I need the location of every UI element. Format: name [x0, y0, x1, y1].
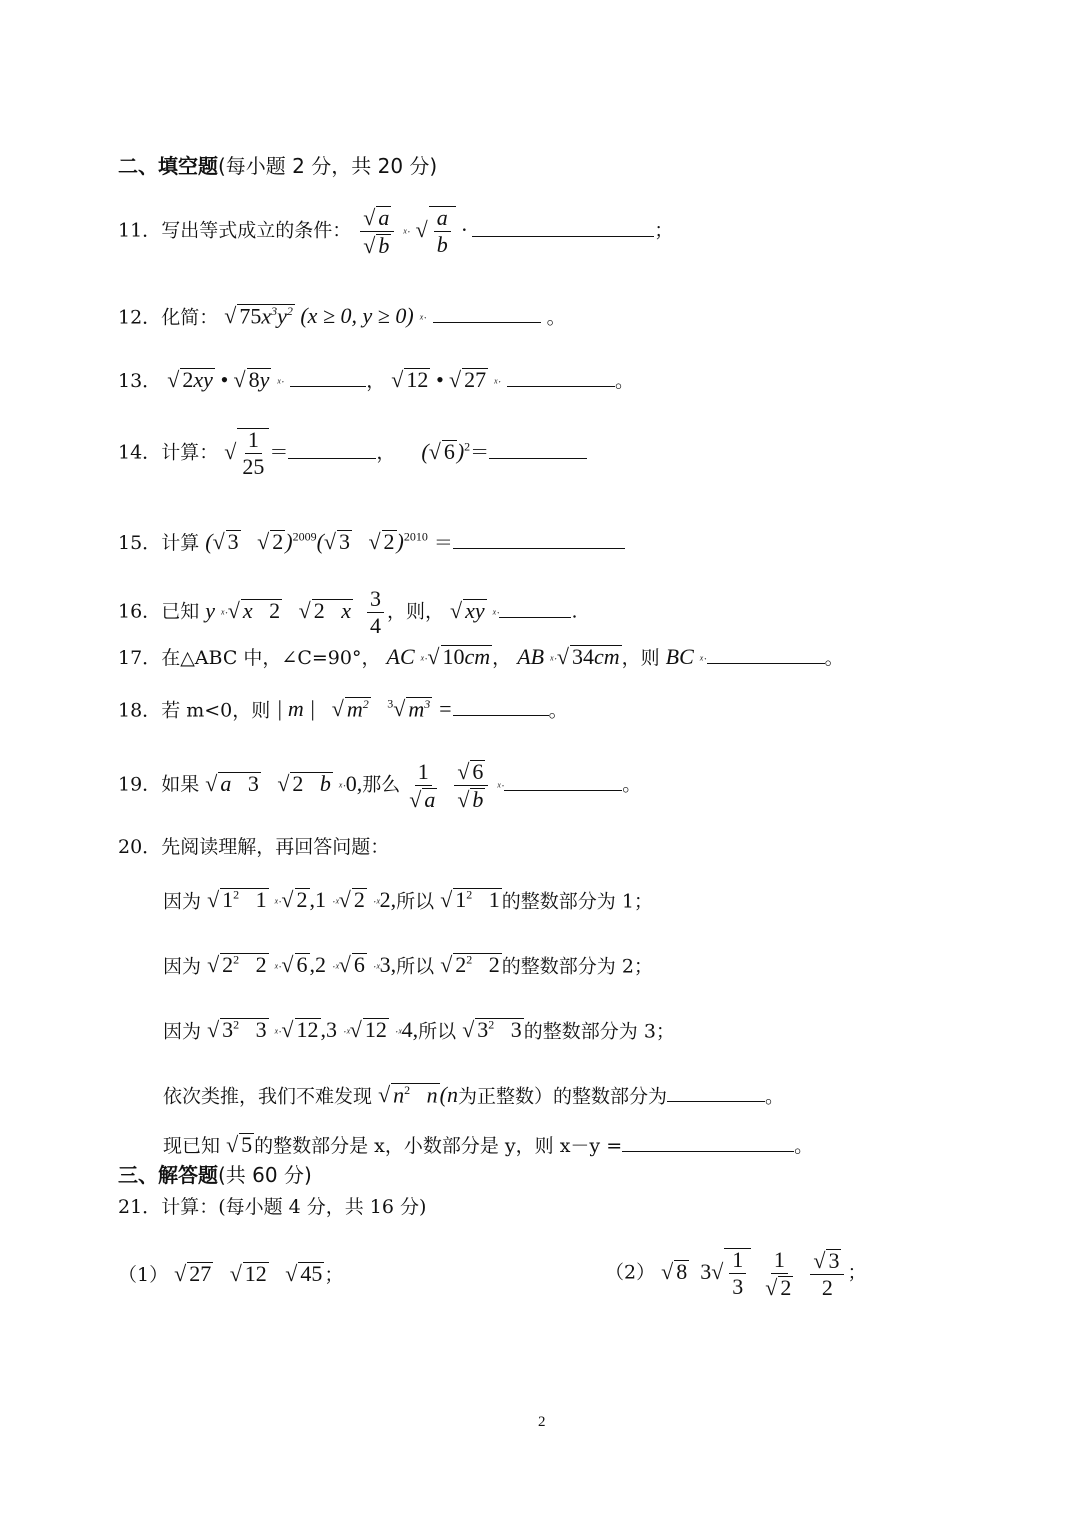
q20-line-3: 因为 √ $3^2$ 3 ˣˑ√ 12,3 ˑˣ√ 12 ˑˣ4,所以 √ $3^2$ 3 的整数部分为 3；: [163, 1017, 675, 1043]
section-3-heading: [118, 1165, 312, 1185]
q20-inference: 依次类推，我们不难发现 √ $n^2$ n(n为正整数）的整数部分为 。: [163, 1082, 784, 1108]
question-11: 11．写出等式成立的条件： $\frac{√ a}{√ b}$ ˣˑ √ $\frac{a}{b}$ · ；: [118, 205, 674, 258]
section-title: 二、填空题: [118, 154, 218, 178]
answer-blank[interactable]: [472, 218, 654, 237]
question-13: 13． √ 2xy • √ 8y ˣˑ ， √ 12 • √ 27 ˣˑ 。: [118, 367, 634, 392]
question-19: 19．如果 √ a 3 √ 2 b ˣˑ0,那么 $\frac{1}{√ a}$ $\frac{√ 6}{√ b}$ ˣˑ 。: [118, 758, 642, 812]
section-2-heading: [118, 156, 437, 176]
section-note: (共 60 分): [218, 1163, 312, 1187]
answer-blank[interactable]: [453, 530, 625, 549]
q11-formula: $\frac{√ a}{√ b}$ ˣˑ √ $\frac{a}{b}$ ·: [357, 217, 472, 242]
question-17: 17．在△ABC 中，∠C=90°， AC ˣˑ√ 10cm ， AB ˣˑ√ 34cm ，则 BC ˣˑ 。: [118, 644, 844, 669]
question-12: 12．化简： √ $75x^3y^2$ (x ≥ 0, y ≥ 0) ˣˑ 。: [118, 303, 566, 329]
q21-part-1: （1） √ 27 √ 12 √ 45 ；: [118, 1261, 344, 1286]
question-18: 18．若 m<0，则 | m | √ $m^2$ $^3$√ $m^3$ = 。: [118, 696, 568, 722]
answer-blank[interactable]: [667, 1083, 765, 1102]
section-title: 三、解答题: [118, 1163, 218, 1187]
q20-given: 现已知 √ 5 的整数部分是 x，小数部分是 y，则 x－y = 。: [163, 1132, 814, 1157]
question-20: 20．先阅读理解，再回答问题：: [118, 836, 390, 858]
answer-blank[interactable]: [433, 304, 541, 323]
answer-blank[interactable]: [453, 697, 549, 716]
answer-blank[interactable]: [290, 368, 366, 387]
question-16: 16．已知 y ˣˑ√ x 2 √ 2 x $\frac{3}{4}$ ，则， √ xy ˣˑ .: [118, 586, 578, 638]
answer-blank[interactable]: [707, 645, 825, 664]
question-14: 14．计算： √ $\frac{1}{25}$ ＝ ， (√ 6)$^2$＝: [118, 428, 587, 478]
section-note: (每小题 2 分，共 20 分): [218, 154, 438, 178]
q20-line-2: 因为 √ $2^2$ 2 ˣˑ√ 6,2 ˑˣ√ 6 ˑˣ3,所以 √ $2^2$ 2 的整数部分为 2；: [163, 952, 653, 978]
answer-blank[interactable]: [489, 440, 587, 459]
answer-blank[interactable]: [499, 599, 571, 618]
answer-blank[interactable]: [622, 1133, 794, 1152]
question-21: 21．计算：(每小题 4 分，共 16 分): [118, 1196, 427, 1218]
question-15: 15．计算 (√ 3 √ 2)$^{2009}$(√ 3 √ 2)$^{2010}$ ＝: [118, 530, 625, 553]
q20-line-1: 因为 √ $1^2$ 1 ˣˑ√ 2,1 ˑˣ√ 2 ˑˣ2,所以 √ $1^2$ 1 的整数部分为 1；: [163, 887, 653, 913]
q21-part-2: （2） √ 8 3√ $\frac{1}{3}$ $\frac{1}{√ 2}$ $\frac{√ 3}{2}$ ；: [605, 1246, 867, 1300]
answer-blank[interactable]: [507, 368, 615, 387]
answer-blank[interactable]: [288, 440, 376, 459]
answer-blank[interactable]: [504, 772, 622, 791]
q12-formula: √ $75x^3y^2$ (x ≥ 0, y ≥ 0) ˣˑ: [224, 303, 427, 329]
page-number: 2: [538, 1414, 546, 1430]
